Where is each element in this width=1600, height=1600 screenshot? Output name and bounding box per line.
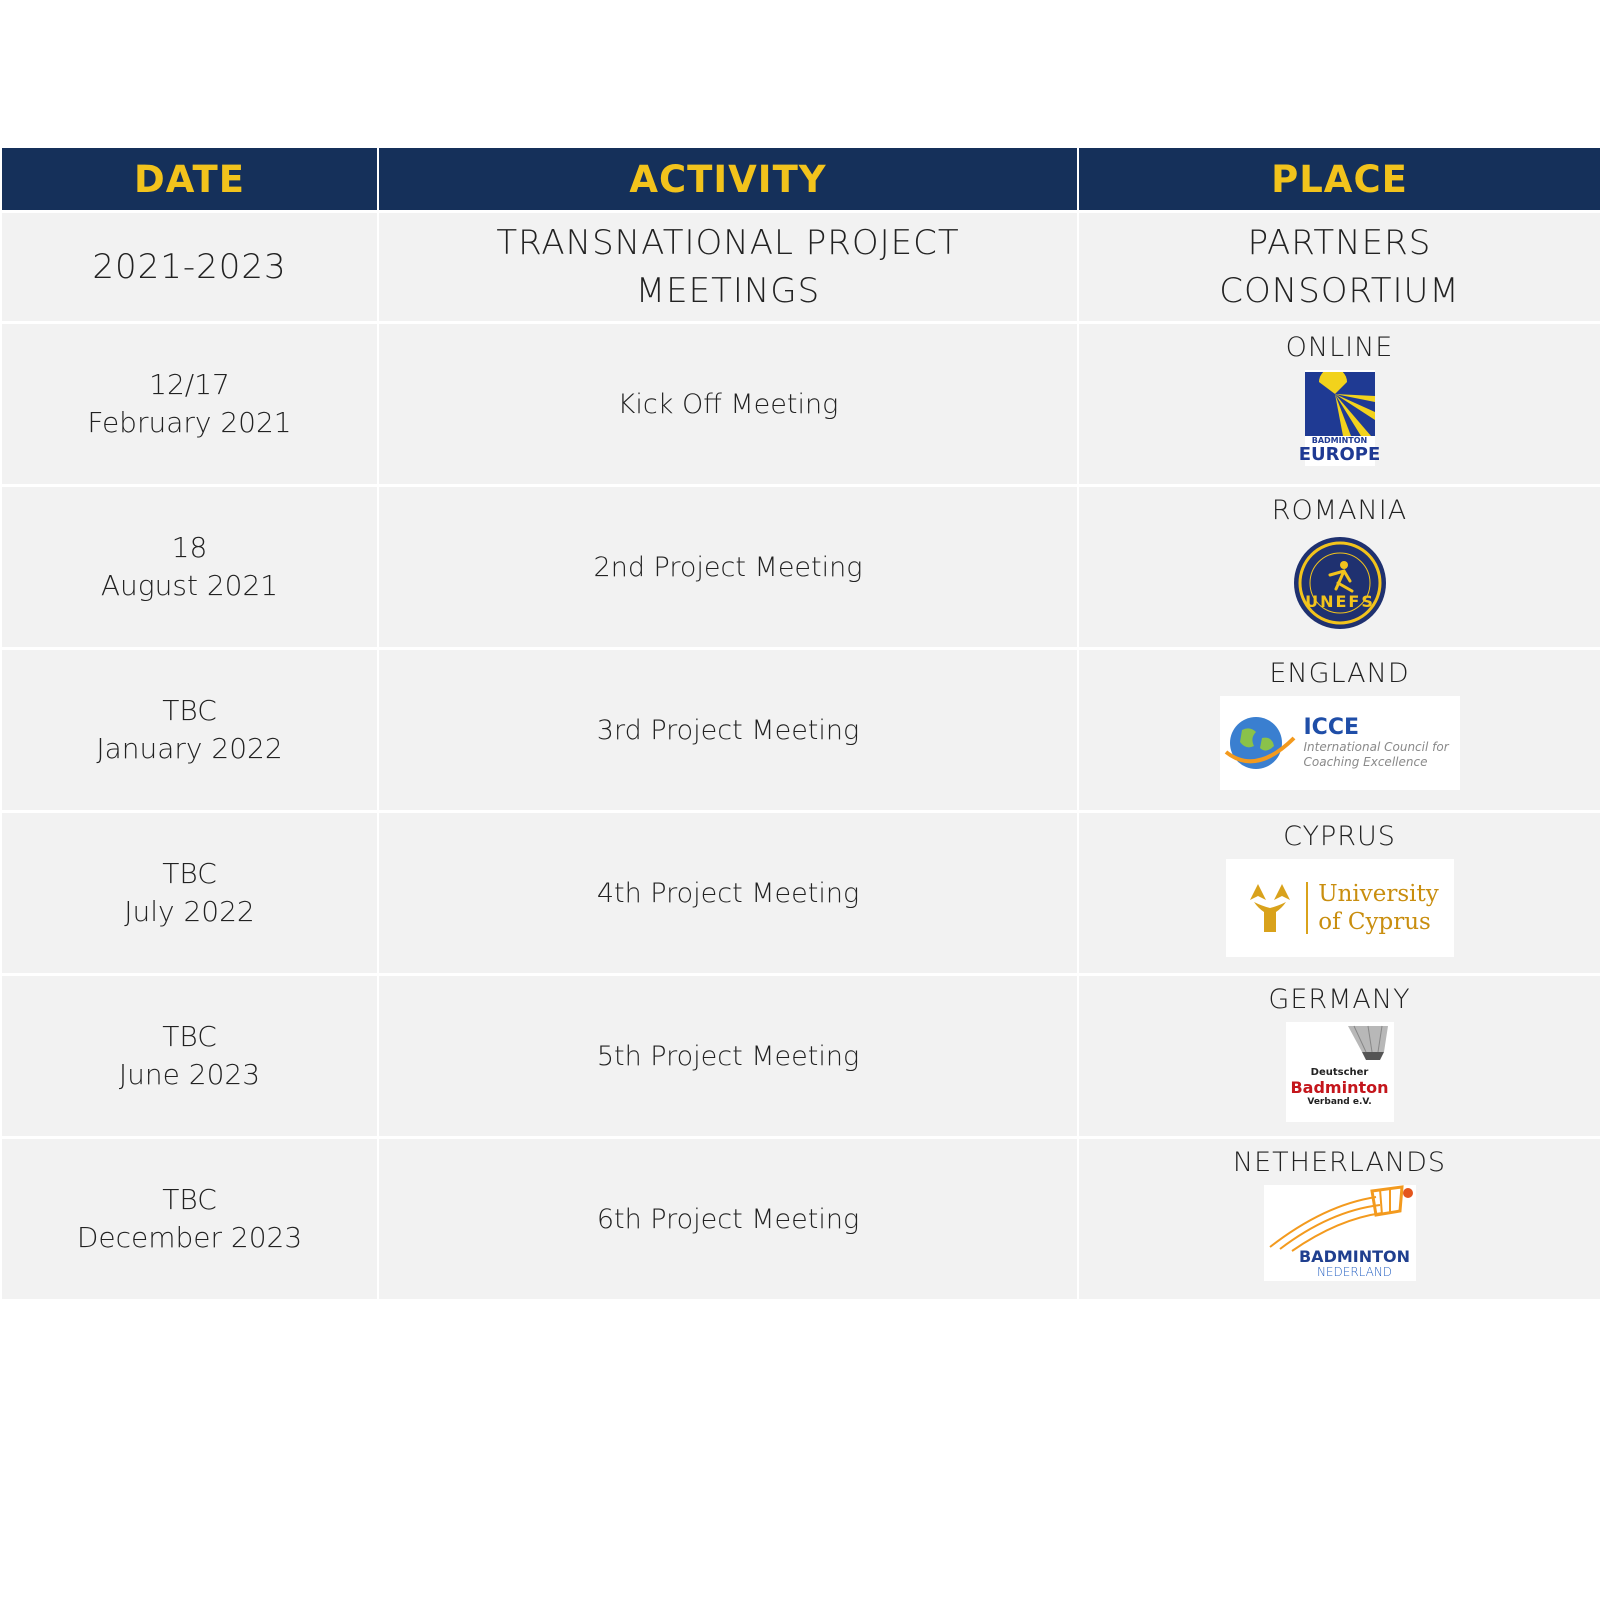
date-line1: TBC bbox=[162, 857, 217, 890]
shuttlecock-rays-icon bbox=[1305, 372, 1375, 436]
activity-cell bbox=[378, 323, 1078, 486]
date-cell bbox=[2, 1138, 378, 1300]
date-cell bbox=[2, 486, 378, 649]
activity-cell bbox=[378, 649, 1078, 812]
logo-divider bbox=[1306, 882, 1308, 934]
table-row bbox=[2, 323, 1600, 486]
logo-text-small: BADMINTON bbox=[1311, 436, 1368, 445]
badminton-europe-logo bbox=[1298, 370, 1381, 466]
university-of-cyprus-logo bbox=[1226, 859, 1454, 957]
activity-text: 4th Project Meeting bbox=[596, 877, 860, 909]
place-cell bbox=[1078, 486, 1600, 649]
date-line1: TBC bbox=[162, 694, 217, 727]
intro-date: 2021-2023 bbox=[92, 247, 287, 287]
date-line2: January 2022 bbox=[96, 732, 283, 765]
place-cell bbox=[1078, 323, 1600, 486]
logo-line2: Badminton bbox=[1290, 1077, 1389, 1097]
place-name: ENGLAND bbox=[1269, 658, 1410, 689]
activity-text: 5th Project Meeting bbox=[596, 1040, 860, 1072]
date-line2: December 2023 bbox=[76, 1221, 303, 1254]
place-cell bbox=[1078, 975, 1600, 1138]
logo-line1: Deutscher bbox=[1310, 1066, 1369, 1078]
date-cell bbox=[2, 812, 378, 975]
date-line2: July 2022 bbox=[124, 895, 255, 928]
place-name: ONLINE bbox=[1285, 332, 1394, 363]
date-cell bbox=[2, 323, 378, 486]
date-line2: June 2023 bbox=[118, 1058, 261, 1091]
shuttlecock-icon bbox=[1334, 1022, 1394, 1062]
date-line2: August 2021 bbox=[100, 569, 279, 602]
activity-text: 3rd Project Meeting bbox=[596, 714, 860, 746]
logo-line1: University bbox=[1318, 881, 1439, 907]
activity-text: Kick Off Meeting bbox=[617, 388, 839, 420]
header-date: DATE bbox=[2, 148, 378, 212]
header-place: PLACE bbox=[1078, 148, 1600, 212]
place-name: CYPRUS bbox=[1283, 821, 1396, 852]
unefs-emblem-icon bbox=[1290, 533, 1390, 633]
place-name: GERMANY bbox=[1268, 984, 1411, 1015]
activity-cell bbox=[378, 1138, 1078, 1300]
activity-cell bbox=[378, 812, 1078, 975]
icce-logo bbox=[1220, 696, 1460, 790]
meeting-schedule-table bbox=[2, 148, 1600, 1299]
activity-cell bbox=[378, 975, 1078, 1138]
ucy-text bbox=[1318, 880, 1439, 936]
logo-line2: NEDERLAND bbox=[1316, 1265, 1393, 1279]
table-row bbox=[2, 1138, 1600, 1300]
table-row bbox=[2, 812, 1600, 975]
logo-line1: BADMINTON bbox=[1298, 1247, 1411, 1266]
logo-subtitle-line1: International Council for bbox=[1303, 740, 1449, 754]
logo-title: ICCE bbox=[1303, 715, 1360, 740]
deutscher-badminton-verband-logo bbox=[1286, 1022, 1394, 1122]
intro-activity-line2: MEETINGS bbox=[635, 271, 821, 311]
intro-place-cell bbox=[1078, 212, 1600, 323]
flying-shuttlecock-icon bbox=[1264, 1185, 1416, 1255]
logo-text-big: EUROPE bbox=[1298, 444, 1381, 465]
table-row bbox=[2, 975, 1600, 1138]
date-line1: TBC bbox=[162, 1183, 217, 1216]
icce-text bbox=[1304, 716, 1449, 770]
date-cell bbox=[2, 649, 378, 812]
intro-place-line2: CONSORTIUM bbox=[1219, 271, 1460, 311]
date-cell bbox=[2, 975, 378, 1138]
header-row bbox=[2, 148, 1600, 212]
logo-line3: Verband e.V. bbox=[1307, 1096, 1372, 1107]
activity-text: 6th Project Meeting bbox=[596, 1203, 860, 1235]
activity-text: 2nd Project Meeting bbox=[593, 551, 863, 583]
intro-row bbox=[2, 212, 1600, 323]
place-cell bbox=[1078, 1138, 1600, 1300]
date-line1: 12/17 bbox=[149, 368, 230, 401]
globe-icon bbox=[1220, 708, 1298, 778]
place-name: ROMANIA bbox=[1271, 495, 1408, 526]
logo-subtitle-line2: Coaching Excellence bbox=[1303, 755, 1428, 769]
intro-activity-line1: TRANSNATIONAL PROJECT bbox=[496, 223, 960, 263]
place-name: NETHERLANDS bbox=[1232, 1147, 1447, 1178]
date-line2: February 2021 bbox=[87, 406, 292, 439]
twin-trees-icon bbox=[1240, 878, 1300, 938]
date-line1: TBC bbox=[162, 1020, 217, 1053]
place-cell bbox=[1078, 812, 1600, 975]
date-line1: 18 bbox=[171, 531, 208, 564]
place-cell bbox=[1078, 649, 1600, 812]
table-row bbox=[2, 486, 1600, 649]
intro-activity-cell bbox=[378, 212, 1078, 323]
badminton-nederland-logo bbox=[1264, 1185, 1416, 1281]
logo-line2: of Cyprus bbox=[1318, 909, 1431, 935]
intro-date-cell bbox=[2, 212, 378, 323]
activity-cell bbox=[378, 486, 1078, 649]
svg-text:UNEFS: UNEFS bbox=[1304, 592, 1375, 611]
unefs-logo bbox=[1290, 533, 1390, 633]
intro-place-line1: PARTNERS bbox=[1247, 223, 1432, 263]
table-row bbox=[2, 649, 1600, 812]
header-activity: ACTIVITY bbox=[378, 148, 1078, 212]
